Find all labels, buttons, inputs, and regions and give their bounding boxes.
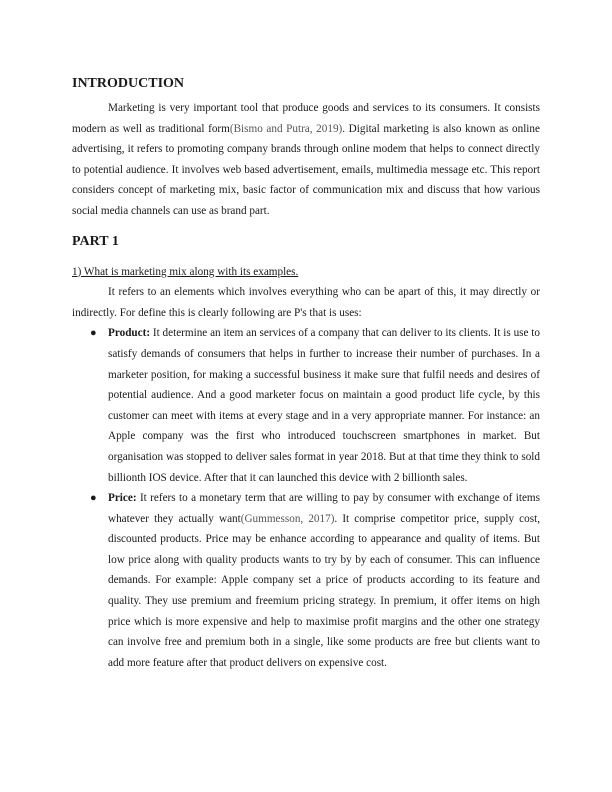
price-text-b: . It comprise competitor price, supply cost, discounted products. Price may be enhance according to appearance and quality of items. But low price along with quality products wants to try by by each of consumer. This can influence demands. For example: Apple company set a price of products according to its feature and quality. They use premium and freemium pricing strategy. In premium, it offer items on high price which is more expensive and help to maximise profit margins and the other one strategy can involve free and premium both in a single, like some products are free but clients want to add more feature after that product delivers on expensive cost. — [108, 512, 540, 669]
introduction-citation: (Bismo and Putra, 2019) — [229, 122, 343, 135]
product-text: It determine an item an services of a company that can deliver to its clients. It is use to satisfy demands of consumers that helps in further to increase their number of purchases. In a marketer position, for making a successful business it make sure that fulfil needs and desires of potential audience. And a good marketer focus on maintain a good product life cycle, by this customer can meet with items at every stage and in a very appropriate manner. For instance: an Apple company was the first who introduced touchscreen smartphones in market. But organisation was stopped to deliver sales format in year 2018. But at that time they think to sold billionth IOS device. After that it can launched this device with 2 billionth sales. — [108, 327, 540, 484]
list-item-product — [72, 323, 540, 488]
introduction-text-a: Marketing is very important tool that produce goods and services to its consumers. It consists modern as well as traditional form — [72, 102, 540, 135]
question-heading: 1) What is marketing mix along with its examples. — [72, 265, 299, 278]
list-item-price — [72, 488, 540, 673]
introduction-text-b: . Digital marketing is also known as online advertising, it refers to promoting company brands through online modem that helps to connect directly to potential audience. It involves web based advertisement, emails, multimedia message etc. This report considers concept of marketing mix, basic factor of communication mix and discuss that how various social media channels can use as brand part. — [72, 122, 540, 217]
price-text-a: It refers to a monetary term that are willing to pay by consumer with exchange of items whatever they actually want — [108, 492, 540, 525]
part1-heading: PART 1 — [72, 233, 119, 249]
bullet-icon: ● — [90, 492, 97, 505]
marketing-mix-list — [72, 323, 540, 673]
bullet-icon: ● — [90, 327, 97, 340]
part1-intro-paragraph: It refers to an elements which involves everything who can be apart of this, it may directly or indirectly. For define this is clearly following are P's that is uses: — [72, 286, 540, 319]
introduction-heading: INTRODUCTION — [72, 76, 185, 91]
price-citation: (Gummesson, 2017) — [240, 512, 335, 525]
product-term: Product: — [108, 327, 151, 340]
introduction-paragraph — [72, 98, 540, 222]
page-content — [72, 74, 540, 673]
price-term: Price: — [108, 492, 137, 505]
